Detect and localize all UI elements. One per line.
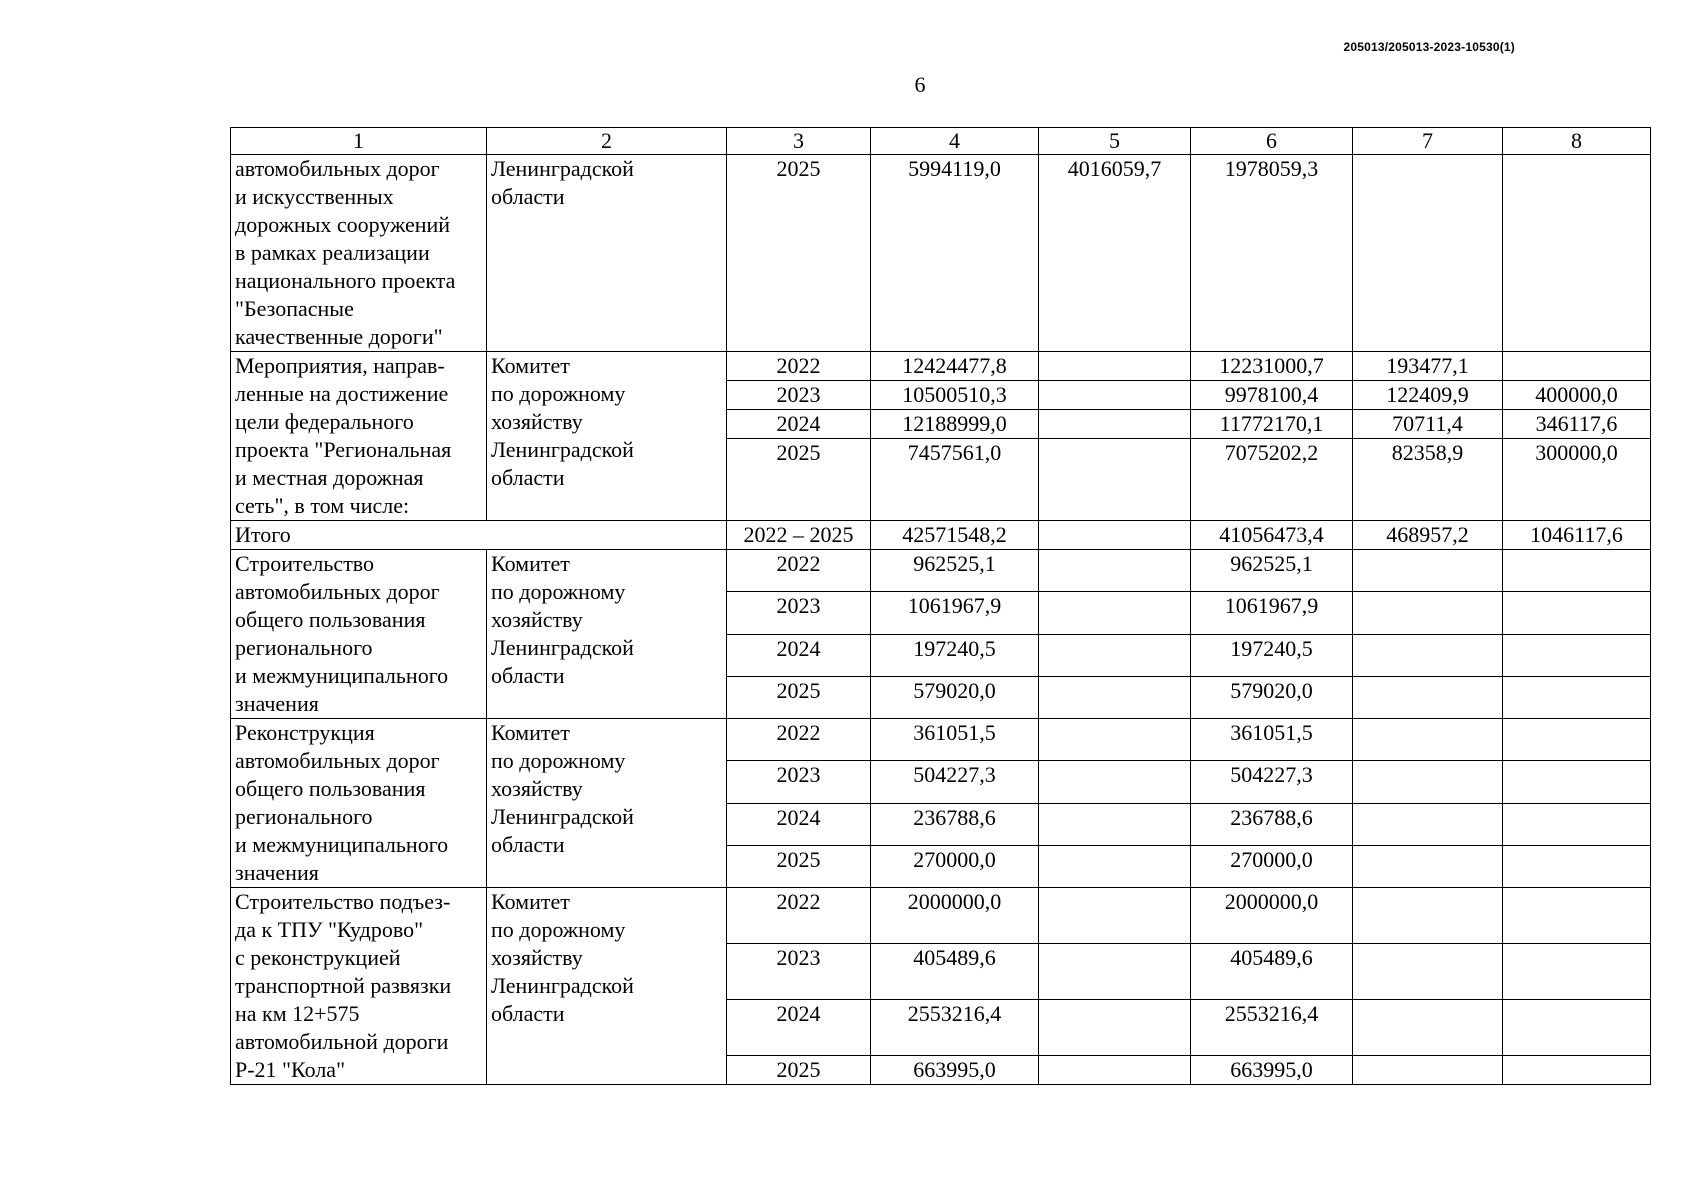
value-cell-5	[1039, 888, 1191, 944]
value-cell-6: 7075202,2	[1191, 439, 1353, 521]
responsible-org: Комитет по дорожному хозяйству Ленинградской области	[487, 888, 727, 1085]
page-number: 6	[914, 72, 926, 97]
header-cell: 5	[1039, 128, 1191, 155]
value-cell-7	[1353, 676, 1503, 718]
total-cell-7: 468957,2	[1353, 521, 1503, 550]
value-cell-8	[1503, 761, 1651, 803]
responsible-org: Комитет по дорожному хозяйству Ленинградской области	[487, 352, 727, 521]
value-cell-4: 7457561,0	[871, 439, 1039, 521]
year-cell: 2025	[727, 1056, 871, 1085]
value-cell-8	[1503, 155, 1651, 352]
value-cell-8	[1503, 1000, 1651, 1056]
value-cell-7: 193477,1	[1353, 352, 1503, 381]
header-cell: 6	[1191, 128, 1353, 155]
measure-description: Мероприятия, направ- ленные на достижение цели федерального проекта "Региональная и местная дорожная сеть", в том числе:	[231, 352, 487, 521]
total-label: Итого	[231, 521, 727, 550]
value-cell-7	[1353, 550, 1503, 592]
year-cell: 2022	[727, 719, 871, 761]
value-cell-8	[1503, 550, 1651, 592]
value-cell-5	[1039, 1056, 1191, 1085]
value-cell-4: 236788,6	[871, 803, 1039, 845]
value-cell-4: 663995,0	[871, 1056, 1039, 1085]
value-cell-5	[1039, 761, 1191, 803]
value-cell-6: 12231000,7	[1191, 352, 1353, 381]
value-cell-5	[1039, 592, 1191, 634]
value-cell-5	[1039, 944, 1191, 1000]
value-cell-7	[1353, 803, 1503, 845]
value-cell-4: 12424477,8	[871, 352, 1039, 381]
value-cell-6: 405489,6	[1191, 944, 1353, 1000]
year-cell: 2025	[727, 439, 871, 521]
value-cell-4: 270000,0	[871, 845, 1039, 887]
year-cell: 2024	[727, 1000, 871, 1056]
value-cell-4: 2553216,4	[871, 1000, 1039, 1056]
header-cell: 2	[487, 128, 727, 155]
value-cell-7: 70711,4	[1353, 410, 1503, 439]
value-cell-6: 2000000,0	[1191, 888, 1353, 944]
value-cell-7: 82358,9	[1353, 439, 1503, 521]
value-cell-6: 579020,0	[1191, 676, 1353, 718]
value-cell-8	[1503, 676, 1651, 718]
value-cell-5	[1039, 550, 1191, 592]
total-cell-5	[1039, 521, 1191, 550]
header-cell: 7	[1353, 128, 1503, 155]
year-cell: 2025	[727, 845, 871, 887]
year-cell: 2024	[727, 634, 871, 676]
value-cell-8: 346117,6	[1503, 410, 1651, 439]
value-cell-4: 12188999,0	[871, 410, 1039, 439]
value-cell-8	[1503, 845, 1651, 887]
total-cell-8: 1046117,6	[1503, 521, 1651, 550]
value-cell-7	[1353, 155, 1503, 352]
value-cell-6: 663995,0	[1191, 1056, 1353, 1085]
value-cell-4: 2000000,0	[871, 888, 1039, 944]
value-cell-8: 300000,0	[1503, 439, 1651, 521]
header-cell: 1	[231, 128, 487, 155]
value-cell-4: 504227,3	[871, 761, 1039, 803]
year-cell: 2023	[727, 592, 871, 634]
year-cell: 2022	[727, 550, 871, 592]
value-cell-8	[1503, 592, 1651, 634]
value-cell-8: 400000,0	[1503, 381, 1651, 410]
responsible-org: Комитет по дорожному хозяйству Ленинградской области	[487, 719, 727, 888]
value-cell-5	[1039, 634, 1191, 676]
value-cell-7	[1353, 1056, 1503, 1085]
value-cell-7: 122409,9	[1353, 381, 1503, 410]
header-cell: 4	[871, 128, 1039, 155]
value-cell-8	[1503, 352, 1651, 381]
value-cell-5	[1039, 676, 1191, 718]
year-cell: 2022	[727, 888, 871, 944]
value-cell-7	[1353, 761, 1503, 803]
value-cell-4: 5994119,0	[871, 155, 1039, 352]
value-cell-6: 1978059,3	[1191, 155, 1353, 352]
year-cell: 2023	[727, 761, 871, 803]
year-cell: 2023	[727, 381, 871, 410]
value-cell-5	[1039, 410, 1191, 439]
table-row	[231, 888, 1651, 944]
value-cell-6: 270000,0	[1191, 845, 1353, 887]
budget-table	[230, 127, 1651, 1085]
value-cell-5	[1039, 439, 1191, 521]
value-cell-6: 361051,5	[1191, 719, 1353, 761]
responsible-org: Комитет по дорожному хозяйству Ленинградской области	[487, 550, 727, 719]
value-cell-6: 9978100,4	[1191, 381, 1353, 410]
value-cell-7	[1353, 719, 1503, 761]
measure-description: Строительство автомобильных дорог общего пользования регионального и межмуниципального значения	[231, 550, 487, 719]
value-cell-8	[1503, 719, 1651, 761]
value-cell-4: 10500510,3	[871, 381, 1039, 410]
document-id: 205013/205013-2023-10530(1)	[1343, 40, 1515, 54]
value-cell-7	[1353, 634, 1503, 676]
value-cell-4: 405489,6	[871, 944, 1039, 1000]
value-cell-7	[1353, 592, 1503, 634]
value-cell-6: 236788,6	[1191, 803, 1353, 845]
year-cell: 2023	[727, 944, 871, 1000]
year-cell: 2024	[727, 410, 871, 439]
year-cell: 2025	[727, 676, 871, 718]
total-row	[231, 521, 1651, 550]
measure-description: Реконструкция автомобильных дорог общего пользования регионального и межмуниципального значения	[231, 719, 487, 888]
value-cell-5	[1039, 381, 1191, 410]
value-cell-4: 1061967,9	[871, 592, 1039, 634]
value-cell-7	[1353, 888, 1503, 944]
total-cell-4: 42571548,2	[871, 521, 1039, 550]
value-cell-7	[1353, 845, 1503, 887]
header-row	[231, 128, 1651, 155]
value-cell-5	[1039, 352, 1191, 381]
value-cell-6: 962525,1	[1191, 550, 1353, 592]
value-cell-4: 197240,5	[871, 634, 1039, 676]
header-cell: 8	[1503, 128, 1651, 155]
value-cell-7	[1353, 944, 1503, 1000]
year-cell: 2022	[727, 352, 871, 381]
table-row	[231, 719, 1651, 761]
responsible-org: Ленинградской области	[487, 155, 727, 352]
measure-description: Строительство подъез- да к ТПУ "Кудрово" с реконструкцией транспортной развязки на км 12+575 автомобильной дороги Р-21 "Кола"	[231, 888, 487, 1085]
value-cell-7	[1353, 1000, 1503, 1056]
measure-description: автомобильных дорог и искусственных дорожных сооружений в рамках реализации национального проекта "Безопасные качественные дороги"	[231, 155, 487, 352]
value-cell-5	[1039, 803, 1191, 845]
value-cell-4: 962525,1	[871, 550, 1039, 592]
table-row	[231, 550, 1651, 592]
value-cell-4: 579020,0	[871, 676, 1039, 718]
value-cell-8	[1503, 944, 1651, 1000]
total-period: 2022 – 2025	[727, 521, 871, 550]
value-cell-5	[1039, 719, 1191, 761]
value-cell-6: 504227,3	[1191, 761, 1353, 803]
value-cell-4: 361051,5	[871, 719, 1039, 761]
value-cell-5	[1039, 1000, 1191, 1056]
value-cell-5: 4016059,7	[1039, 155, 1191, 352]
value-cell-6: 11772170,1	[1191, 410, 1353, 439]
value-cell-6: 197240,5	[1191, 634, 1353, 676]
year-cell: 2025	[727, 155, 871, 352]
value-cell-8	[1503, 803, 1651, 845]
table-row	[231, 352, 1651, 381]
year-cell: 2024	[727, 803, 871, 845]
value-cell-8	[1503, 888, 1651, 944]
value-cell-8	[1503, 1056, 1651, 1085]
total-cell-6: 41056473,4	[1191, 521, 1353, 550]
value-cell-6: 2553216,4	[1191, 1000, 1353, 1056]
table-row	[231, 155, 1651, 352]
header-cell: 3	[727, 128, 871, 155]
value-cell-5	[1039, 845, 1191, 887]
value-cell-8	[1503, 634, 1651, 676]
value-cell-6: 1061967,9	[1191, 592, 1353, 634]
